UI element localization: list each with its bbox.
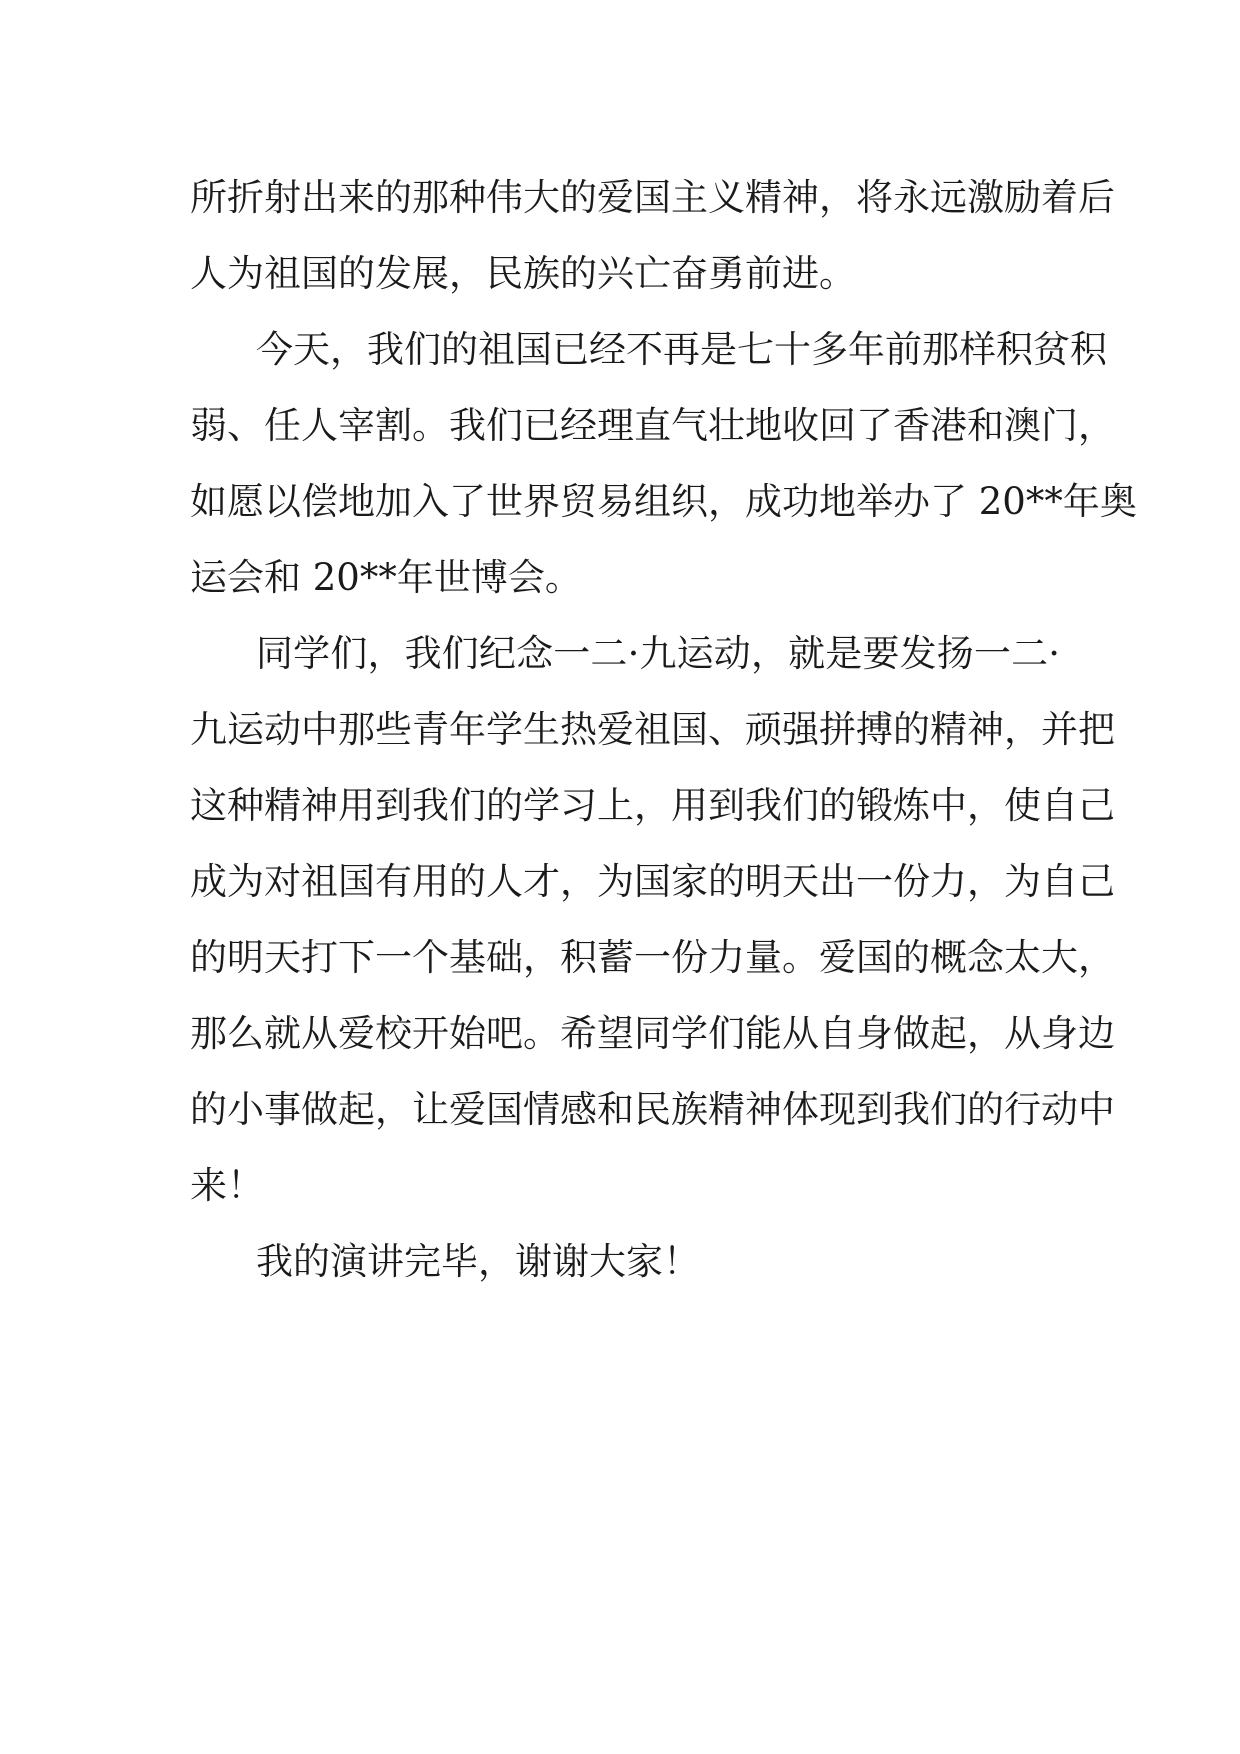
paragraph-4: [190, 1224, 1060, 1300]
text-line: 同学们，我们纪念一二·九运动，就是要发扬一二·: [256, 632, 1060, 675]
paragraph-3: [190, 616, 1115, 1224]
paragraph-1: [190, 160, 1115, 312]
text-line: 人为祖国的发展，民族的兴亡奋勇前进。: [190, 252, 856, 295]
paragraph-2: [190, 312, 1137, 616]
text-line: 运会和 20**年世博会。: [190, 556, 582, 599]
text-line: 成为对祖国有用的人才，为国家的明天出一份力，为自己: [190, 860, 1115, 903]
speech-body: [190, 160, 1137, 1300]
text-line: 所折射出来的那种伟大的爱国主义精神，将永远激励着后: [190, 176, 1115, 219]
text-line: 来！: [190, 1164, 264, 1207]
text-line: 的小事做起，让爱国情感和民族精神体现到我们的行动中: [190, 1088, 1115, 1131]
text-line: 那么就从爱校开始吧。希望同学们能从自身做起，从身边: [190, 1012, 1115, 1055]
text-line: 我的演讲完毕，谢谢大家！: [256, 1240, 700, 1283]
text-line: 弱、任人宰割。我们已经理直气壮地收回了香港和澳门，: [190, 404, 1115, 447]
text-line: 这种精神用到我们的学习上，用到我们的锻炼中，使自己: [190, 784, 1115, 827]
text-line: 九运动中那些青年学生热爱祖国、顽强拼搏的精神，并把: [190, 708, 1115, 751]
text-line: 的明天打下一个基础，积蓄一份力量。爱国的概念太大，: [190, 936, 1115, 979]
text-line: 今天，我们的祖国已经不再是七十多年前那样积贫积: [256, 328, 1107, 371]
text-line: 如愿以偿地加入了世界贸易组织，成功地举办了 20**年奥: [190, 480, 1137, 523]
